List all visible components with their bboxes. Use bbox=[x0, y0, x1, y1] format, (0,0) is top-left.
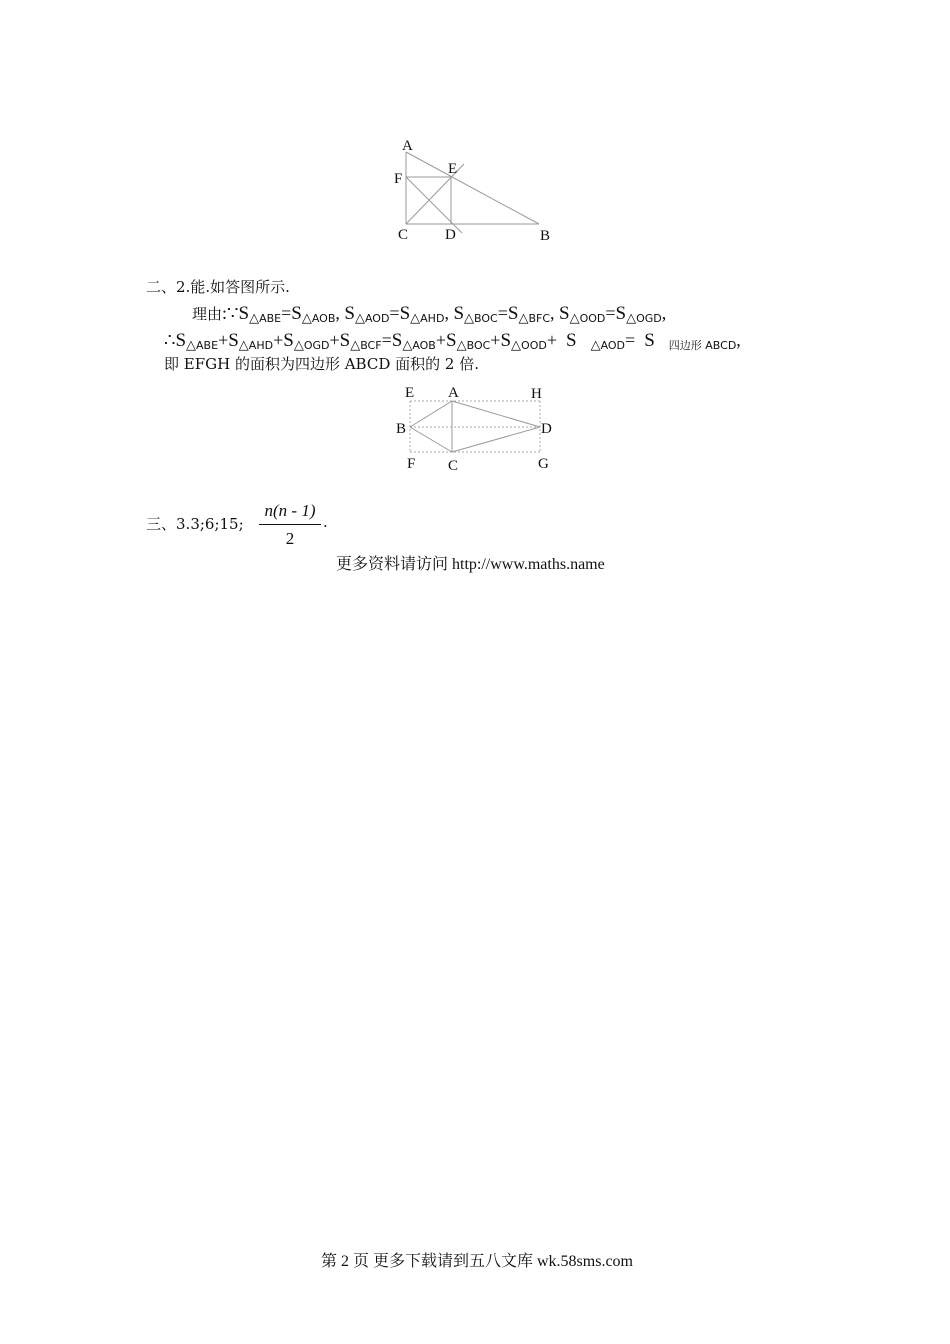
page-footer: 第 2 页 更多下载请到五八文库 wk.58sms.com bbox=[321, 1253, 634, 1270]
figure-1-diagram bbox=[390, 135, 560, 247]
label-D: D bbox=[445, 227, 456, 243]
answer-2-therefore: $\therefore S\triangle_{ABE}+S\triangle_{AHD}+S\triangle_{OGD}+S\triangle_{BCF}=S\triangle_{AOB}+S\triangle_{BOC}+S\triangle_{OOD}+ S$ $\triangle_{AOD}= S$ $_{四边形 ABCD}$, bbox=[164, 330, 741, 353]
reason-label: 理由 bbox=[192, 305, 223, 323]
segment-AB bbox=[406, 152, 539, 224]
segment-AD bbox=[452, 401, 540, 427]
figure-1 bbox=[390, 135, 560, 247]
label-A: A bbox=[448, 385, 459, 401]
answer-3-prefix: 三、3. bbox=[146, 515, 191, 533]
answer-2-prefix: 二、2. bbox=[146, 278, 191, 296]
answer-3 bbox=[146, 513, 244, 534]
answer-2-heading bbox=[146, 276, 290, 297]
label-F: F bbox=[394, 171, 403, 187]
fraction-bar bbox=[259, 524, 321, 525]
segment-DC bbox=[452, 427, 540, 452]
label-C: C bbox=[448, 458, 459, 474]
answer-3-values: 3;6;15; bbox=[190, 515, 244, 533]
label-B: B bbox=[540, 228, 551, 244]
segment-BA bbox=[410, 401, 452, 427]
label-F: F bbox=[407, 456, 416, 472]
label-H: H bbox=[531, 386, 542, 402]
answer-3-fraction bbox=[259, 501, 321, 549]
therefore-symbol: ∴ bbox=[164, 330, 176, 350]
label-E: E bbox=[405, 385, 415, 401]
fraction-numerator: n(n - 1) bbox=[264, 501, 316, 520]
more-resources-link[interactable]: 更多资料请访问 http://www.maths.name bbox=[336, 556, 605, 573]
answer-3-end: . bbox=[323, 513, 328, 531]
label-B: B bbox=[396, 421, 407, 437]
answer-2-conclusion: 即 EFGH 的面积为四边形 ABCD 面积的 2 倍. bbox=[164, 355, 479, 373]
figure-2 bbox=[392, 382, 557, 474]
label-C: C bbox=[398, 227, 409, 243]
label-D: D bbox=[541, 421, 552, 437]
label-E: E bbox=[448, 161, 458, 177]
because-symbol: ∵ bbox=[227, 303, 239, 323]
figure-2-diagram bbox=[392, 382, 557, 474]
diagonal-FD bbox=[406, 177, 462, 233]
label-G: G bbox=[538, 456, 549, 472]
segment-CB bbox=[410, 427, 452, 452]
answer-2-reason: 理由$:\because S\triangle_{ABE}=S\triangle_{AOB}$, $S\triangle_{AOD}=S\triangle_{AHD}$, $S\triangle_{BOC}=S\triangle_{BFC}$, $S\triangle_{OOD}=S\triangle_{OGD}$, bbox=[192, 303, 667, 326]
label-A: A bbox=[402, 138, 413, 154]
answer-2-text: 能.如答图所示. bbox=[190, 278, 290, 296]
fraction-denominator: 2 bbox=[285, 529, 295, 548]
